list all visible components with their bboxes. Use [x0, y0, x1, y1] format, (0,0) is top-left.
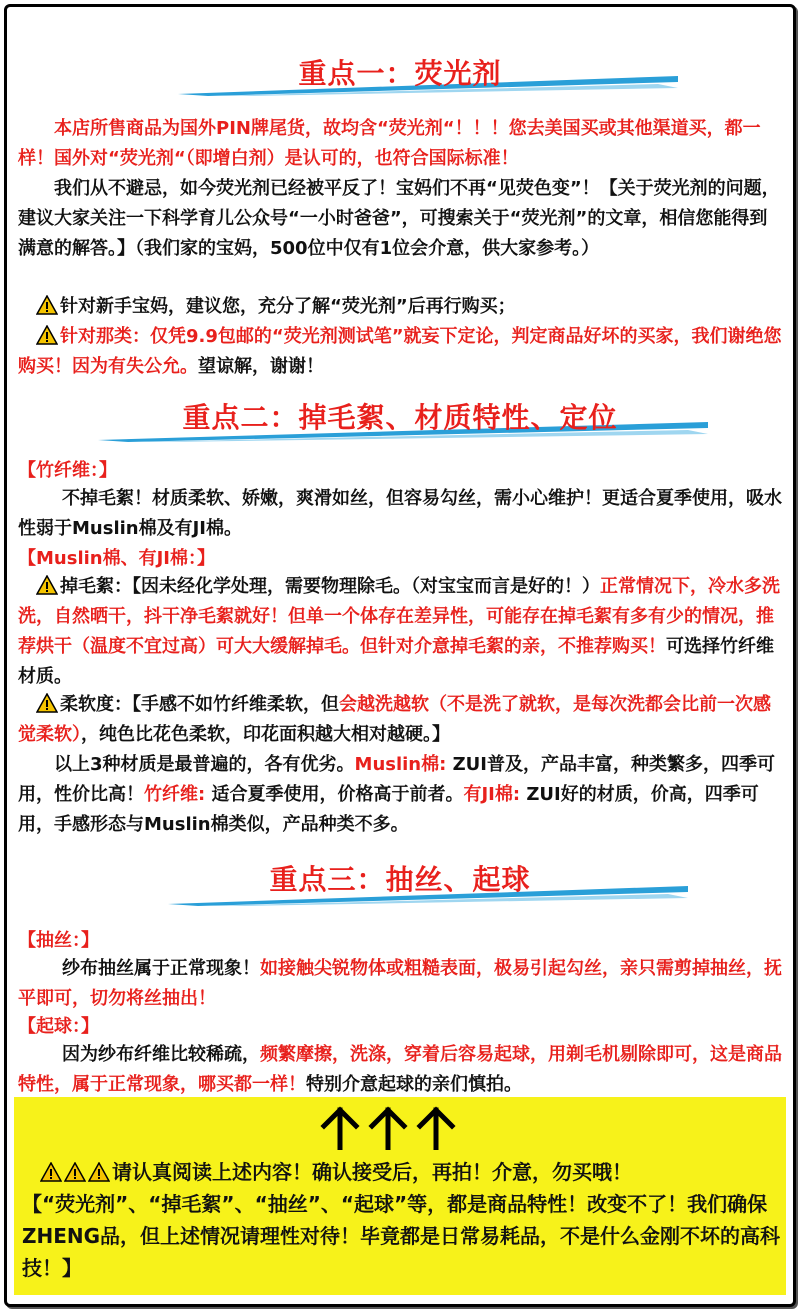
snag-tag: 【抽丝：】: [18, 930, 99, 951]
pill-advice: 频繁摩擦，洗涤，穿着后容易起球，用剃毛机剔除即可，这是商品特性，属于正常现象，哪买都一样！: [18, 1044, 782, 1095]
summary-intro: 以上3种材质是最普遍的，各有优劣。: [54, 754, 355, 775]
summary-organic-text: ZUI好的材质，价高，四季可用，手感形态与Muslin棉类似，产品种类不多。: [18, 784, 759, 835]
warning-icon: [64, 1162, 86, 1182]
softness-intro: 柔软度：【手感不如竹纤维柔软，但: [60, 694, 339, 715]
softness-paragraph: [18, 690, 782, 750]
pill-end: 特别介意起球的亲们慎拍。: [306, 1074, 522, 1095]
section2-title: 重点二：掉毛絮、材质特性、定位: [182, 401, 618, 434]
warning-icon: [36, 575, 58, 595]
lint-advice: 正常情况下，冷水多洗洗，自然晒干，抖干净毛絮就好！但单一个体存在差异性，可能存在掉毛絮有多有少的情况，推荐烘干（温度不宜过高）可大大缓解掉毛。但针对介意掉毛絮的亲，不推荐购买！: [18, 576, 780, 657]
summary-organic-label: 有JI棉:: [463, 784, 521, 805]
warning-thanks: 望谅解，谢谢！: [198, 356, 324, 377]
section1-title: 重点一：荧光剂: [298, 57, 502, 90]
lint-paragraph: [18, 572, 782, 692]
pill-paragraph: [18, 1040, 782, 1100]
notice-line1: [40, 1156, 800, 1188]
material-summary: [18, 750, 782, 840]
summary-muslin-text: ZUI普及，产品丰富，种类繁多，四季可用，性价比高！: [18, 754, 775, 805]
summary-bamboo-label: 竹纤维:: [144, 784, 206, 805]
warning-icon: [36, 693, 58, 713]
notice-line2: 【“荧光剂”、“掉毛絮”、“抽丝”、“起球”等，都是商品特性！改变不了！我们确保ZHENG品，但上述情况请理性对待！毕竟都是日常易耗品，不是什么金刚不坏的高科技！】: [22, 1192, 781, 1280]
warning-test-pen-text: 针对那类：仅凭9.9包邮的“荧光剂测试笔”就妄下定论，判定商品好坏的买家，我们谢绝您购买！因为有失公允。: [18, 326, 782, 377]
bamboo-tag: 【竹纤维：】: [18, 460, 117, 481]
section1-fluorescer-statement: [18, 114, 782, 174]
warning-test-pen: [18, 322, 782, 382]
softness-end: ，纯色比花色柔软，印花面积越大相对越硬。】: [81, 724, 450, 745]
softness-highlight: 会越洗越软（不是洗了就软，是每次洗都会比前一次感觉柔软）: [18, 694, 771, 745]
section1-explanation: [18, 174, 782, 264]
lint-alternative: 可选择竹纤维材质。: [18, 636, 774, 687]
summary-muslin-label: Muslin棉:: [354, 754, 447, 775]
warning-new-moms: [36, 292, 776, 322]
pill-intro: 因为纱布纤维比较稀疏，: [62, 1044, 260, 1065]
pill-tag: 【起球：】: [18, 1016, 99, 1037]
statement-text: 本店所售商品为国外PIN牌尾货，故均含“荧光剂“！！！您去美国买或其他渠道买，都一样！国外对“荧光剂“（即增白剂）是认可的，也符合国际标准！: [18, 118, 761, 169]
bamboo-text: 不掉毛絮！材质柔软、娇嫩，爽滑如丝，但容易勾丝，需小心维护！更适合夏季使用，吸水性弱于Muslin棉及有JI棉。: [18, 488, 782, 539]
muslin-tag: 【Muslin棉、有JI棉：】: [18, 548, 215, 569]
warning-icon: [36, 325, 58, 345]
warning-icon: [36, 295, 58, 315]
up-arrow-icon: [318, 1104, 458, 1150]
snag-advice: 如接触尖锐物体或粗糙表面，极易引起勾丝，亲只需剪掉抽丝，抚平即可，切勿将丝抽出！: [18, 958, 782, 1009]
warning-icon: [88, 1162, 110, 1182]
lint-intro: 掉毛絮：【因未经化学处理，需要物理除毛。（对宝宝而言是好的！）: [60, 576, 600, 597]
warning-icon: [40, 1162, 62, 1182]
warning-new-moms-text: 针对新手宝妈，建议您，充分了解“荧光剂”后再行购买；: [60, 296, 516, 317]
explanation-text: 我们从不避忌，如今荧光剂已经被平反了！宝妈们不再“见荧色变”！【关于荧光剂的问题，建议大家关注一下科学育儿公众号“一小时爸爸”，可搜索关于“荧光剂”的文章，相信您能得到满意的解答。】（我们家的宝妈，500位中仅有1位会介意，供大家参考。）: [18, 178, 780, 259]
section3-title: 重点三：抽丝、起球: [269, 863, 531, 896]
notice-read-text: 请认真阅读上述内容！确认接受后，再拍！介意，勿买哦！: [112, 1160, 632, 1184]
snag-intro: 纱布抽丝属于正常现象！: [62, 958, 260, 979]
summary-bamboo-text: 适合夏季使用，价格高于前者。: [205, 784, 464, 805]
snag-paragraph: [18, 954, 782, 1014]
